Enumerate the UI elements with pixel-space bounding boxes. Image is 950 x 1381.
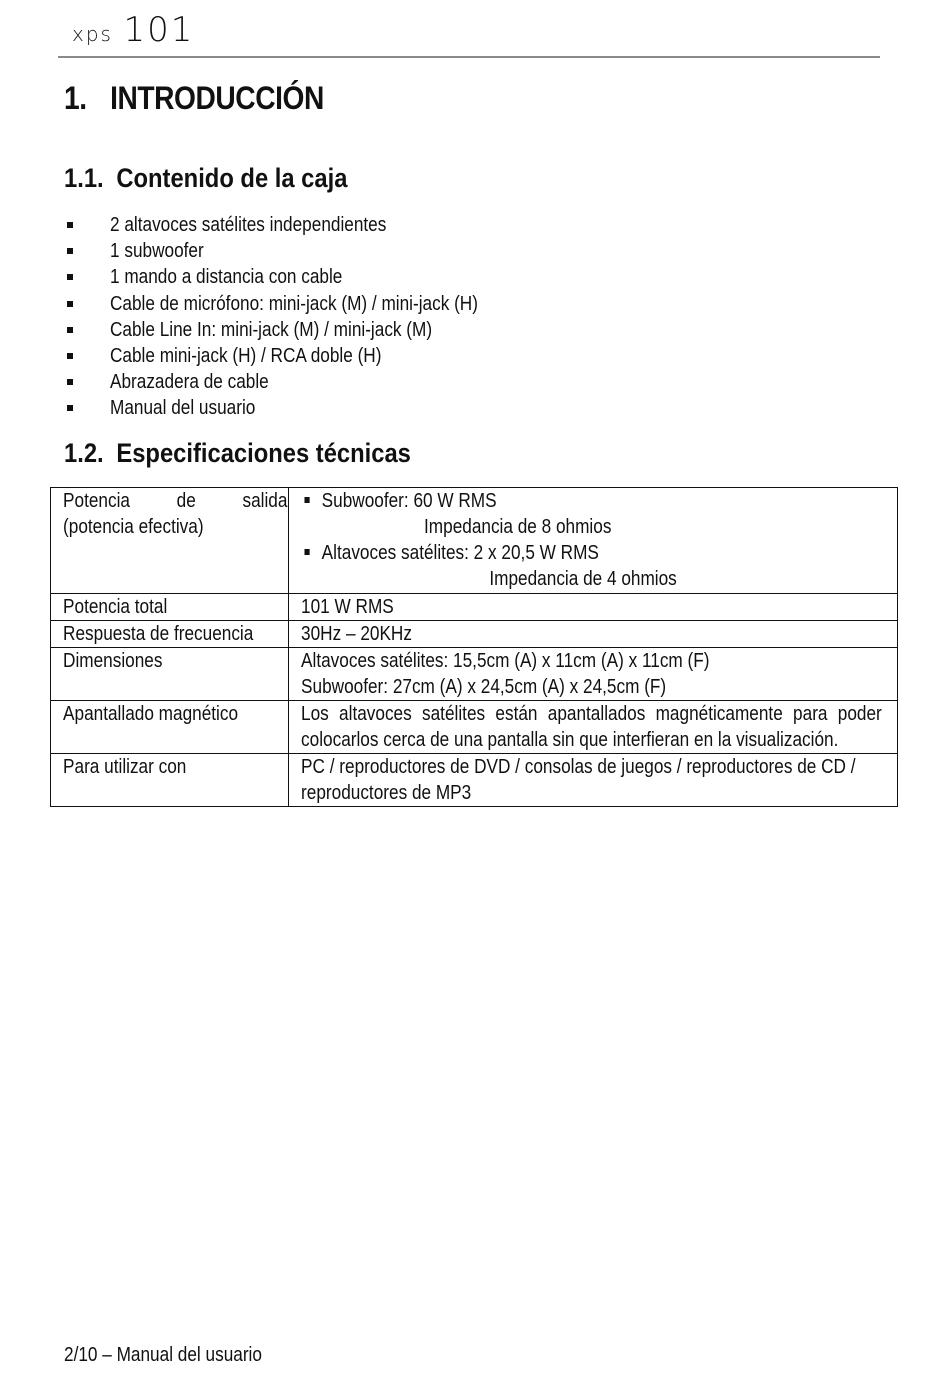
list-item-text: 1 mando a distancia con cable <box>110 266 343 289</box>
list-item-text: Manual del usuario <box>110 397 256 420</box>
table-cell-label <box>51 648 289 701</box>
list-item-text: 1 subwoofer <box>110 240 204 263</box>
specs-table <box>50 487 898 807</box>
bullet-square-icon <box>67 274 73 280</box>
spec-label: Potencia total <box>63 596 168 618</box>
spec-label: Apantallado magnético <box>63 703 239 725</box>
spec-value: 30Hz – 20KHz <box>301 623 412 645</box>
list-item-text: 2 altavoces satélites independientes <box>110 214 387 236</box>
chapter-title <box>64 80 324 117</box>
bullet-square-icon <box>304 549 309 555</box>
brand-logo-big: 101 <box>123 10 195 50</box>
table-row <box>51 621 898 648</box>
brand-logo-small: xps <box>72 22 113 46</box>
spec-value: PC / reproductores de DVD / consolas de juegos / reproductores de CD / reproductores de MP3 <box>301 756 856 804</box>
bullet-square-icon <box>67 327 73 333</box>
spec-value: 101 W RMS <box>301 596 394 618</box>
spec-value-line: Impedancia de 8 ohmios <box>424 516 612 538</box>
list-item-text: Cable Line In: mini-jack (M) / mini-jack (M) <box>110 318 433 341</box>
bullet-square-icon <box>67 379 73 385</box>
spec-label-line: (potencia efectiva) <box>63 516 204 538</box>
list-item-text: Abrazadera de cable <box>110 371 269 394</box>
bullet-square-icon <box>67 405 73 411</box>
table-cell-value <box>289 754 898 807</box>
list-item-text: Cable de micrófono: mini-jack (M) / mini-jack (H) <box>110 292 478 315</box>
page-footer: 2/10 – Manual del usuario <box>64 1344 262 1366</box>
spec-bullet-item <box>301 488 882 514</box>
spec-label: Dimensiones <box>63 650 163 672</box>
spec-label: Para utilizar con <box>63 756 187 778</box>
chapter-number: 1. <box>64 80 87 116</box>
bullet-square-icon <box>67 301 73 307</box>
section-heading-contents <box>64 163 347 194</box>
chapter-heading-text: INTRODUCCIÓN <box>110 80 324 116</box>
spec-value-line: Altavoces satélites: 15,5cm (A) x 11cm (A) x 11cm (F) <box>301 650 710 672</box>
header-divider <box>58 56 880 58</box>
bullet-square-icon <box>67 248 73 254</box>
spec-bullet-item <box>301 540 882 566</box>
table-row <box>51 648 898 701</box>
table-cell-value <box>289 621 898 648</box>
section-title: Especificaciones técnicas <box>116 438 411 468</box>
spec-value: Los altavoces satélites están apantallados magnéticamente para poder colocarlos cerca de una pantalla sin que interfieran en la visualización. <box>301 703 882 751</box>
table-cell-value <box>289 648 898 701</box>
table-row <box>51 594 898 621</box>
table-cell-label <box>51 594 289 621</box>
section-number: 1.1. <box>64 163 104 193</box>
spec-value-line: Altavoces satélites: 2 x 20,5 W RMS <box>321 542 599 564</box>
table-cell-label <box>51 488 289 594</box>
spec-label: Respuesta de frecuencia <box>63 623 254 645</box>
bullet-square-icon <box>67 353 73 359</box>
list-item-text: Cable mini-jack (H) / RCA doble (H) <box>110 344 382 367</box>
brand-logo <box>72 10 194 50</box>
section-heading-specs <box>64 438 411 469</box>
bullet-square-icon <box>304 497 309 503</box>
table-row <box>51 488 898 594</box>
table-cell-label <box>51 621 289 648</box>
table-row <box>51 754 898 807</box>
spec-value-line: Subwoofer: 60 W RMS <box>321 490 497 512</box>
table-cell-value <box>289 701 898 754</box>
table-cell-label <box>51 754 289 807</box>
spec-value-line: Subwoofer: 27cm (A) x 24,5cm (A) x 24,5cm (F) <box>301 676 667 698</box>
section-title: Contenido de la caja <box>116 163 348 193</box>
table-row <box>51 701 898 754</box>
bullet-square-icon <box>67 222 73 228</box>
spec-label-line: Potencia de salida <box>63 490 288 512</box>
table-cell-value <box>289 594 898 621</box>
table-cell-value <box>289 488 898 594</box>
table-cell-label <box>51 701 289 754</box>
section-number: 1.2. <box>64 438 104 468</box>
spec-value-line: Impedancia de 4 ohmios <box>489 568 677 590</box>
